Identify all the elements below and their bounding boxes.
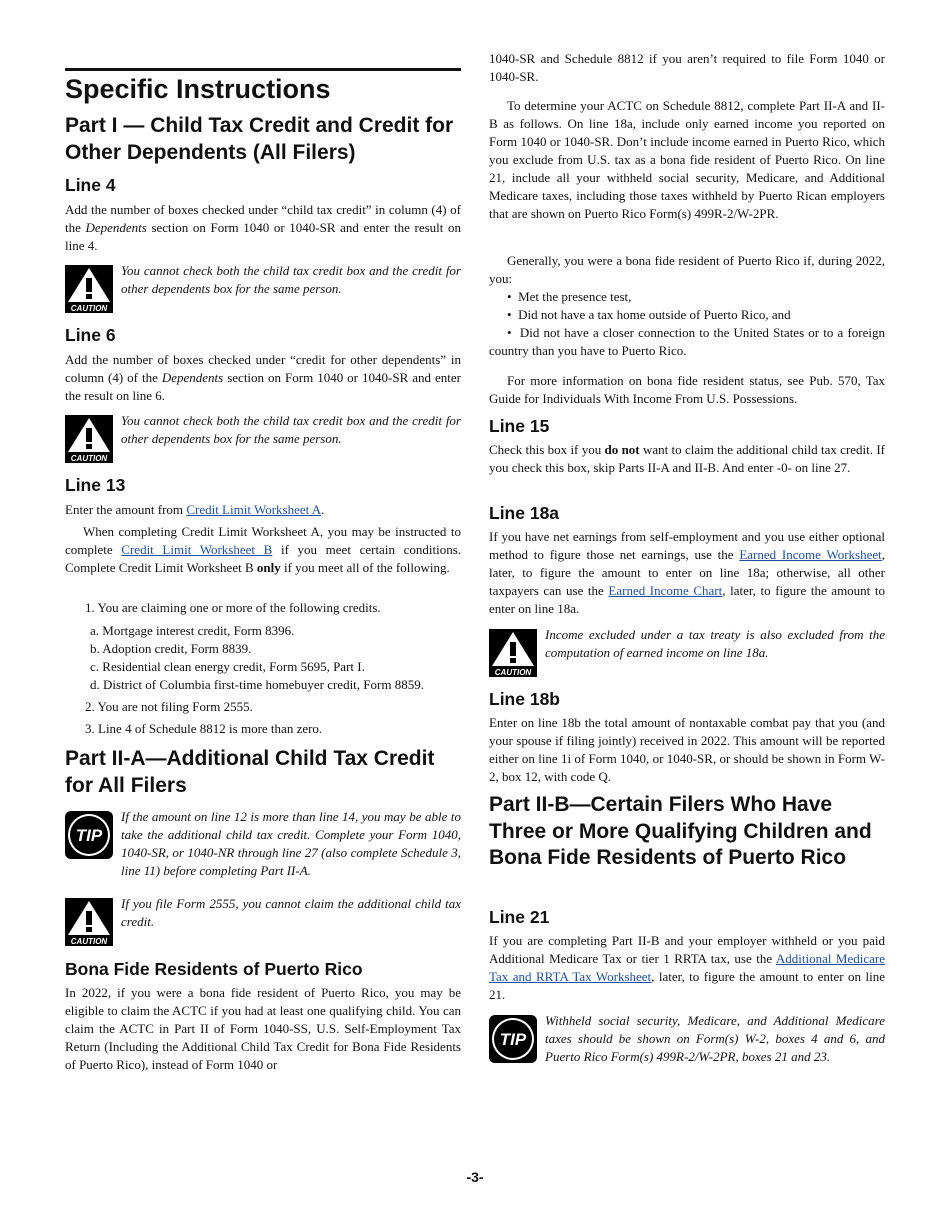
list-item: a. Mortgage interest credit, Form 8396. <box>90 623 295 638</box>
page-number: -3- <box>466 1169 484 1185</box>
bona-fide-text: In 2022, if you were a bona fide resident of Puerto Rico, you may be eligible to claim the ACTC if you had at least one qualifying child. You can claim the ACTC in Part II of Form 1040-SS, U.S. Self-Employment Tax Return (Including the Additional Child Tax Credit for Bona Fide Residents of Puerto Rico), instead of Form 1040 or <box>65 985 461 1072</box>
actc-determination-text: To determine your ACTC on Schedule 8812, complete Part II-A and II-B as follows. On line 18a, include only earned income you reported on Form 1040 or 1040-SR. Don’t include income earned in Puerto Rico, which you exclude from U.S. tax as a bona fide resident of Puerto Rico. On line 21, include all your withheld social security, Medicare, and Additional Medicare taxes, including those taxes withheld by Puerto Rican employers that are shown on Puerto Rico Form(s) 499R-2/W-2PR. <box>489 98 885 221</box>
earned-income-chart-link[interactable]: Earned Income Chart <box>608 583 723 598</box>
line13-condition-2: 2. You are not filing Form 2555. <box>85 699 253 714</box>
svg-text:CAUTION: CAUTION <box>70 454 108 463</box>
line21-tip-note: TIP Withheld social security, Medicare, and Additional Medicare taxes should be shown on Form(s) W-2, boxes 4 and 6, and Puerto Rico Form(s) 499R-2/W-2PR, boxes 21 and 23. <box>489 1012 885 1070</box>
part2a-tip-note: TIP If the amount on line 12 is more than line 14, you may be able to take the additional child tax credit. Complete your Form 1040, 1040-SR, or 1040-NR through line 27 (also complete Schedule 3, line 11) before completing Part II-A. <box>65 808 461 880</box>
svg-text:TIP: TIP <box>499 1030 527 1049</box>
residency-test-list <box>489 288 885 360</box>
svg-text:TIP: TIP <box>75 826 103 845</box>
line13-credit-list <box>90 622 424 694</box>
list-item: c. Residential clean energy credit, Form 5695, Part I. <box>90 659 365 674</box>
caution-icon <box>65 265 113 318</box>
line21-heading: Line 21 <box>489 907 550 927</box>
part2a-heading: Part II-A—Additional Child Tax Credit for All Filers <box>65 747 435 797</box>
line13-condition-3: 3. Line 4 of Schedule 8812 is more than zero. <box>85 721 323 736</box>
line6-heading: Line 6 <box>65 325 116 345</box>
credit-limit-worksheet-a-link[interactable]: Credit Limit Worksheet A <box>186 502 322 517</box>
additional-medicare-tax-worksheet-link[interactable]: Additional Medicare Tax and RRTA Tax Worksheet <box>489 951 885 984</box>
list-item: d. District of Columbia first-time homebuyer credit, Form 8859. <box>90 677 424 692</box>
line21-text: If you are completing Part II-B and your employer withheld or you paid Additional Medicare Tax or tier 1 RRTA tax, use the Additional Medicare Tax and RRTA Tax Worksheet, later, to figure the amount to enter on line 21. <box>489 933 885 1002</box>
caution-icon <box>489 629 537 682</box>
line13-condition-1: 1. You are claiming one or more of the following credits. <box>85 600 381 615</box>
line18b-heading: Line 18b <box>489 689 560 709</box>
bona-fide-heading: Bona Fide Residents of Puerto Rico <box>65 959 363 979</box>
line15-heading: Line 15 <box>489 416 550 436</box>
line6-text: Add the number of boxes checked under “credit for other dependents” in column (4) of the Dependents section on Form 1040 or 1040-SR and enter the result on line 6. <box>65 352 461 403</box>
svg-text:CAUTION: CAUTION <box>494 668 532 677</box>
line4-heading: Line 4 <box>65 175 116 195</box>
line18a-heading: Line 18a <box>489 503 560 523</box>
line13-text-1: Enter the amount from Credit Limit Worksheet A. <box>65 502 325 517</box>
section-rule <box>65 68 461 71</box>
line18a-text: If you have net earnings from self-employment and you use either optional method to figure those net earnings, use the Earned Income Worksheet, later, to figure the amount to enter on line 18a; otherwise, all other taxpayers can use the Earned Income Chart, later, to figure the amount to enter on line 18a. <box>489 529 885 616</box>
bona-fide-resident-text: Generally, you were a bona fide resident of Puerto Rico if, during 2022, you: <box>489 253 885 286</box>
caution-icon <box>65 415 113 468</box>
list-item: • Did not have a tax home outside of Puerto Rico, and <box>507 307 791 322</box>
svg-text:CAUTION: CAUTION <box>70 937 108 946</box>
line13-heading: Line 13 <box>65 475 126 495</box>
part2b-heading: Part II-B—Certain Filers Who Have Three or More Qualifying Children and Bona Fide Residents of Puerto Rico <box>489 793 872 869</box>
line18b-text: Enter on line 18b the total amount of nontaxable combat pay that you (and your spouse if filing jointly) received in 2022. This amount will be reported either on line 1i of Form 1040, or 1040-SR, or should be shown in Form W-2, box 12, with code Q. <box>489 715 885 784</box>
earned-income-worksheet-link[interactable]: Earned Income Worksheet <box>739 547 882 562</box>
line15-text: Check this box if you do not want to claim the additional child tax credit. If you check this box, skip Parts II-A and II-B. And enter -0- on line 27. <box>489 442 885 475</box>
part2a-caution-note: CAUTION If you file Form 2555, you cannot claim the additional child tax credit. <box>65 895 461 953</box>
list-item: b. Adoption credit, Form 8839. <box>90 641 252 656</box>
tip-icon <box>489 1015 537 1068</box>
tip-icon <box>65 811 113 864</box>
more-info-text: For more information on bona fide resident status, see Pub. 570, Tax Guide for Individuals With Income From U.S. Possessions. <box>489 373 885 406</box>
list-item: • Did not have a closer connection to the United States or to a foreign country than you have to Puerto Rico. <box>489 325 885 358</box>
list-item: • Met the presence test, <box>507 289 632 304</box>
line13-text-2: When completing Credit Limit Worksheet A, you may be instructed to complete Credit Limit Worksheet B if you meet certain conditions. Complete Credit Limit Worksheet B only if you meet all of the following. <box>65 524 461 575</box>
part1-heading: Part I — Child Tax Credit and Credit for Other Dependents (All Filers) <box>65 114 454 164</box>
line6-caution-note: CAUTION You cannot check both the child tax credit box and the credit for other dependents box for the same person. <box>65 412 461 470</box>
line4-text: Add the number of boxes checked under “child tax credit” in column (4) of the Dependents section on Form 1040 or 1040-SR and enter the result on line 4. <box>65 202 461 253</box>
page-title: Specific Instructions <box>65 74 331 104</box>
line18a-caution-note: CAUTION Income excluded under a tax treaty is also excluded from the computation of earned income on line 18a. <box>489 626 885 684</box>
caution-icon <box>65 898 113 951</box>
continued-text: 1040-SR and Schedule 8812 if you aren’t required to file Form 1040 or 1040-SR. <box>489 51 885 84</box>
credit-limit-worksheet-b-link[interactable]: Credit Limit Worksheet B <box>121 542 273 557</box>
line4-caution-note: CAUTION You cannot check both the child tax credit box and the credit for other dependents box for the same person. <box>65 262 461 320</box>
svg-text:CAUTION: CAUTION <box>70 304 108 313</box>
